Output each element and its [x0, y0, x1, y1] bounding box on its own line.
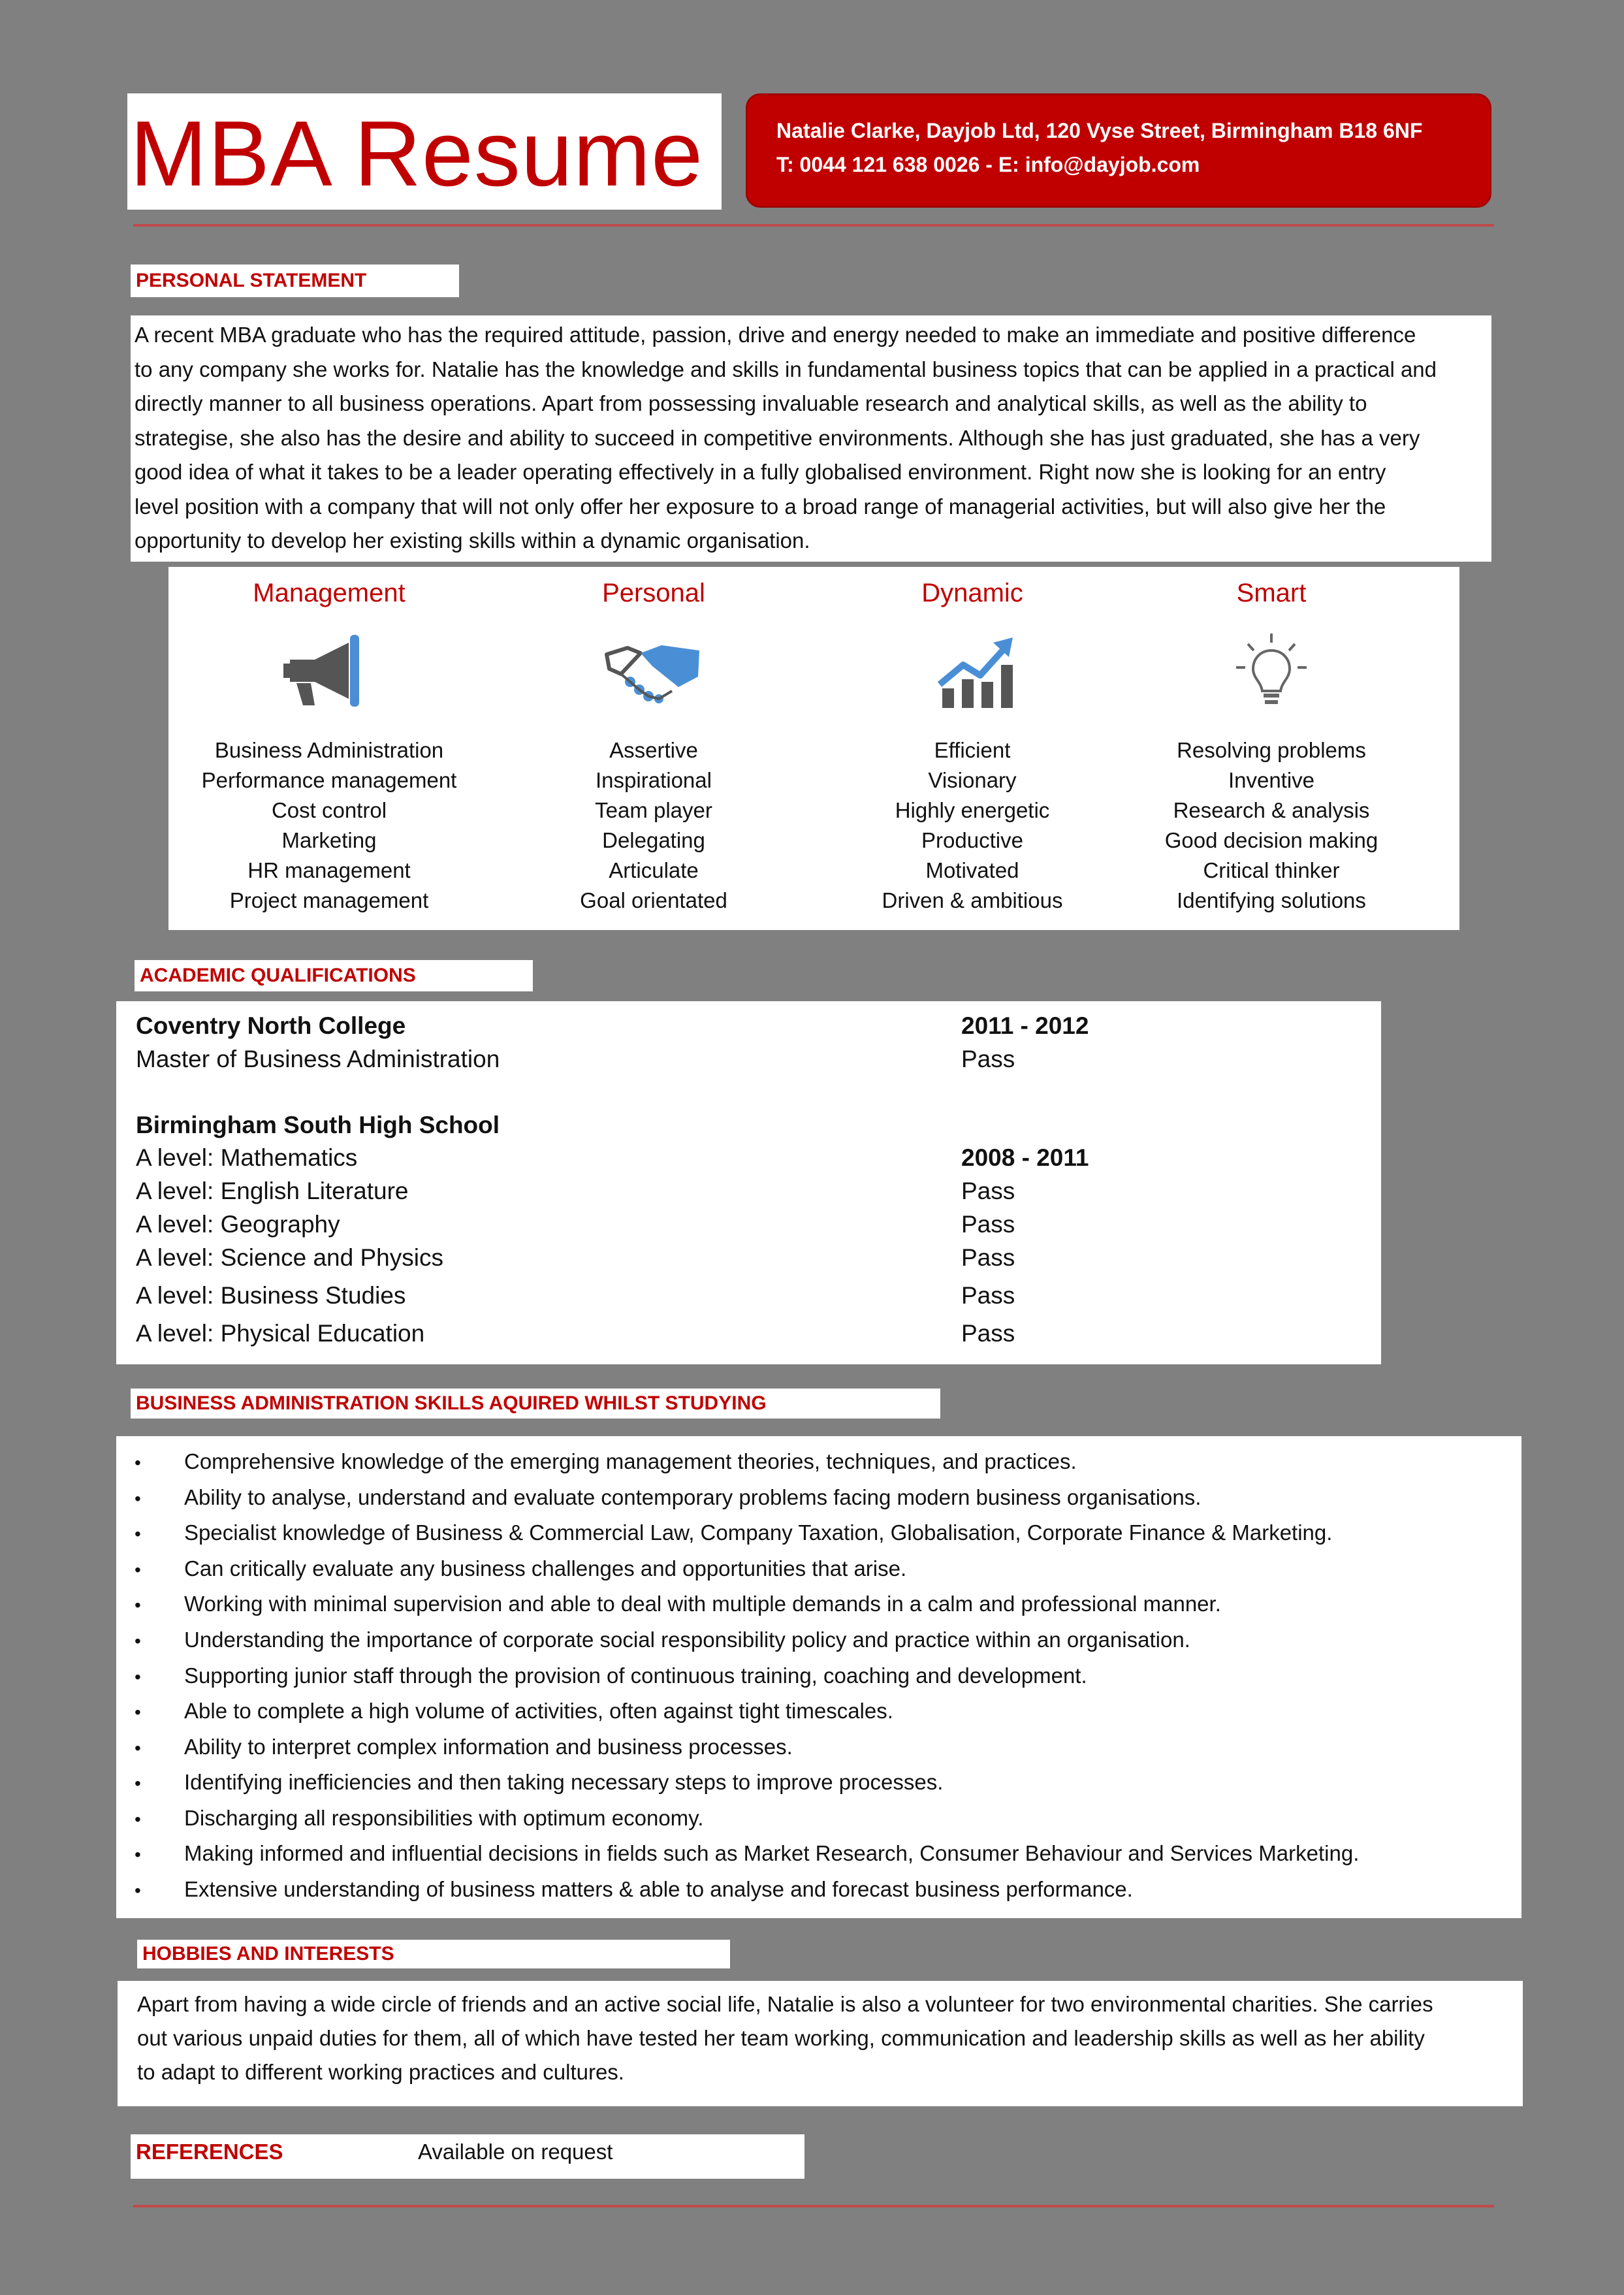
school-name: Birmingham South High School: [136, 1112, 500, 1138]
academic-qualifications: [116, 1001, 1381, 1364]
bullet: •: [135, 1595, 141, 1615]
skill-item: HR management: [247, 858, 411, 882]
skill-item: Project management: [229, 888, 429, 912]
contact-banner: [746, 93, 1491, 208]
skill-item: Team player: [595, 798, 712, 822]
skill-item: Goal orientated: [580, 888, 727, 912]
subject-row: A level: Business Studies: [136, 1282, 406, 1309]
list-item: • Understanding the importance of corporate social responsibility policy and practice within an organisation.: [135, 1628, 1190, 1652]
skill-list: [172, 735, 486, 916]
bullet: •: [135, 1631, 141, 1651]
skill-item: Efficient: [934, 738, 1011, 762]
ps-line: A recent MBA graduate who has the required attitude, passion, drive and energy needed to make an immediate and positive difference: [135, 323, 1416, 347]
list-item: • Ability to analyse, understand and evaluate contemporary problems facing modern business organisations.: [135, 1485, 1202, 1509]
list-item: • Comprehensive knowledge of the emerging management theories, techniques, and practices.: [135, 1449, 1077, 1473]
hobbies-line: to adapt to different working practices and cultures.: [137, 2060, 624, 2084]
bottom-divider: [133, 2205, 1494, 2207]
bullet: •: [135, 1844, 141, 1865]
skill-list: [497, 735, 810, 916]
lightbulb-icon: [1219, 628, 1324, 713]
college-name: Coventry North College: [136, 1012, 406, 1039]
hobbies-line: out various unpaid duties for them, all of which have tested her team working, communication and leadership skills as well as her ability: [137, 2026, 1425, 2050]
skill-item: Visionary: [928, 768, 1017, 792]
skills-grid: [168, 567, 1459, 930]
skill-heading: Personal: [602, 579, 705, 607]
bullet: •: [135, 1560, 141, 1580]
college-course: Master of Business Administration: [136, 1046, 500, 1072]
academic-heading: ACADEMIC QUALIFICATIONS: [135, 960, 533, 991]
skill-item: Delegating: [602, 828, 705, 852]
subject-row: A level: Science and Physics: [136, 1244, 443, 1271]
handshake-icon: [601, 628, 706, 713]
ps-line: to any company she works for. Natalie has the knowledge and skills in fundamental business topics that can be applied in a practical and: [135, 357, 1437, 381]
subject-result: Pass: [961, 1178, 1015, 1204]
skill-item: Critical thinker: [1203, 858, 1340, 882]
skill-item: Articulate: [609, 858, 699, 882]
personal-statement-heading: PERSONAL STATEMENT: [131, 265, 459, 297]
skill-heading: Smart: [1236, 579, 1307, 607]
hobbies-line: Apart from having a wide circle of friends and an active social life, Natalie is also a volunteer for two environmental charities. She carries: [137, 1992, 1433, 2016]
list-item: • Discharging all responsibilities with optimum economy.: [135, 1806, 704, 1830]
skill-item: Marketing: [281, 828, 377, 852]
contact-address: Natalie Clarke, Dayjob Ltd, 120 Vyse Street, Birmingham B18 6NF: [776, 119, 1423, 142]
subject-row: A level: English Literature: [136, 1178, 409, 1204]
list-item: • Specialist knowledge of Business & Commercial Law, Company Taxation, Globalisation, Corporate Finance & Marketing.: [135, 1520, 1333, 1545]
skill-item: Motivated: [925, 858, 1019, 882]
skill-item: Assertive: [609, 738, 698, 762]
bullet: •: [135, 1524, 141, 1544]
megaphone-icon: [277, 628, 381, 713]
list-item: • Supporting junior staff through the provision of continuous training, coaching and development.: [135, 1663, 1087, 1688]
list-item: • Extensive understanding of business matters & able to analyse and forecast business performance.: [135, 1877, 1133, 1901]
skill-item: Highly energetic: [895, 798, 1050, 822]
list-item: • Able to complete a high volume of activities, often against tight timescales.: [135, 1699, 893, 1723]
bullet: •: [135, 1738, 141, 1758]
skill-item: Productive: [921, 828, 1023, 852]
subject-result: Pass: [961, 1320, 1015, 1347]
subject-row: A level: Mathematics: [136, 1144, 358, 1171]
bullet: •: [135, 1773, 141, 1793]
skill-item: Driven & ambitious: [882, 888, 1063, 912]
list-item: • Ability to interpret complex information and business processes.: [135, 1735, 793, 1759]
bullet: •: [135, 1488, 141, 1509]
skill-heading: Management: [253, 579, 406, 607]
bullet: •: [135, 1667, 141, 1687]
skill-list: [1115, 735, 1428, 916]
top-divider: [133, 224, 1494, 227]
college-years: 2011 - 2012: [961, 1012, 1089, 1039]
contact-phone-email: T: 0044 121 638 0026 - E: info@dayjob.com: [776, 153, 1200, 176]
ps-line: opportunity to develop her existing skills within a dynamic organisation.: [135, 528, 810, 553]
hobbies-text: [118, 1981, 1523, 2106]
business-skills-list: [116, 1436, 1521, 1918]
skill-item: Inspirational: [596, 768, 712, 792]
skill-list: [816, 735, 1129, 916]
hobbies-heading: HOBBIES AND INTERESTS: [137, 1940, 730, 1968]
skill-item: Cost control: [271, 798, 387, 822]
list-item: • Making informed and influential decisions in fields such as Market Research, Consumer Behaviour and Services Marketing.: [135, 1841, 1360, 1865]
growth-chart-icon: [920, 628, 1025, 713]
skill-item: Business Administration: [214, 738, 444, 762]
subject-row: A level: Physical Education: [136, 1320, 425, 1347]
skill-item: Inventive: [1228, 768, 1315, 792]
skill-item: Research & analysis: [1173, 798, 1370, 822]
references-value: Available on request: [418, 2140, 613, 2164]
references: [131, 2134, 804, 2179]
skill-heading: Dynamic: [921, 579, 1023, 607]
bullet: •: [135, 1452, 141, 1473]
list-item: • Can critically evaluate any business challenges and opportunities that arise.: [135, 1556, 907, 1581]
skill-item: Identifying solutions: [1177, 888, 1366, 912]
skill-item: Good decision making: [1164, 828, 1378, 852]
subject-result: Pass: [961, 1244, 1015, 1271]
skill-item: Performance management: [201, 768, 457, 792]
subject-result: Pass: [961, 1211, 1015, 1238]
personal-statement-text: [131, 315, 1491, 562]
list-item: • Identifying inefficiencies and then taking necessary steps to improve processes.: [135, 1770, 944, 1794]
references-label: REFERENCES: [136, 2140, 283, 2164]
bullet: •: [135, 1809, 141, 1829]
ps-line: directly manner to all business operations. Apart from possessing invaluable research and analytical skills, as well as the ability to: [135, 391, 1367, 415]
subject-result: Pass: [961, 1282, 1015, 1309]
bullet: •: [135, 1880, 141, 1901]
college-result: Pass: [961, 1046, 1015, 1072]
school-years: 2008 - 2011: [961, 1144, 1089, 1171]
subject-row: A level: Geography: [136, 1211, 340, 1238]
list-item: • Working with minimal supervision and able to deal with multiple demands in a calm and professional manner.: [135, 1592, 1221, 1616]
ps-line: strategise, she also has the desire and ability to succeed in competitive environments. Although she has just graduated, she has a very: [135, 425, 1420, 450]
ps-line: level position with a company that will not only offer her exposure to a broad range of managerial activities, but will also give her the: [135, 494, 1386, 519]
resume-title: MBA Resume: [130, 102, 704, 206]
bullet: •: [135, 1702, 141, 1722]
title-box: [127, 93, 722, 210]
ps-line: good idea of what it takes to be a leader operating effectively in a fully globalised environment. Right now she is looking for an entry: [135, 460, 1386, 484]
business-skills-heading: BUSINESS ADMINISTRATION SKILLS AQUIRED WHILST STUDYING: [131, 1388, 940, 1419]
skill-item: Resolving problems: [1177, 738, 1366, 762]
